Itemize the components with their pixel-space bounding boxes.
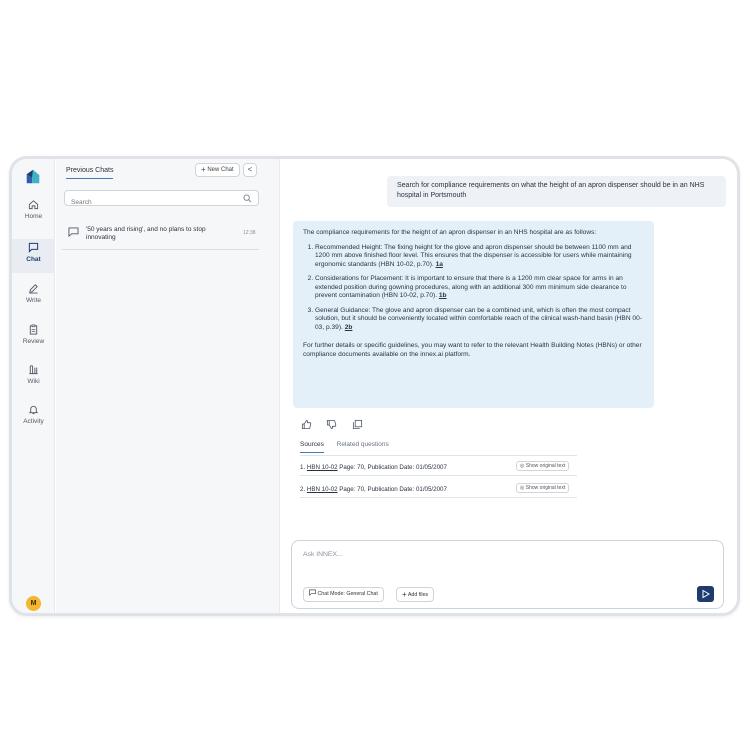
show-label: Show original text (525, 463, 566, 469)
eye-icon: ◎ (520, 463, 525, 469)
source-doc-link[interactable]: HBN 10-02 (306, 464, 338, 471)
citation-link[interactable]: 2b (344, 323, 353, 331)
chat-time: 12:38 (243, 230, 256, 236)
source-details: Page: 70, Publication Date: 01/05/2007 (337, 486, 447, 493)
nav-item-review[interactable] (12, 324, 55, 360)
nav-item-write[interactable] (12, 283, 55, 319)
nav-item-label: Home (24, 213, 43, 220)
assistant-list (303, 244, 644, 333)
nav-item-label: Write (25, 297, 42, 304)
chat-list-item[interactable] (62, 220, 259, 250)
show-label: Show original text (525, 485, 566, 491)
logo-icon (24, 167, 42, 185)
list-item (315, 275, 644, 301)
point-text: Considerations for Placement: It is important to ensure that there is a 1200 mm clear space for arms in an extended position during gowning procedures, along with an additional 300 mm minimum side clearance to prevent contamination (HBN 10-02, p.70). (315, 275, 627, 299)
home-icon (28, 199, 39, 210)
user-message: Search for compliance requirements on what the height of an apron dispenser should be in an NHS hospital in Portsmouth (387, 176, 726, 207)
plus-icon: + (201, 165, 206, 174)
nav-item-label: Wiki (27, 378, 40, 385)
new-chat-button[interactable] (195, 163, 240, 177)
nav-item-activity[interactable] (12, 404, 55, 440)
source-row (300, 460, 577, 476)
nav-item-wiki[interactable] (12, 364, 55, 400)
source-row (300, 482, 577, 498)
thumbs-up-icon[interactable] (301, 417, 312, 435)
nav-item-label: Chat (26, 256, 41, 263)
search-input[interactable] (65, 196, 235, 210)
new-chat-label: New Chat (207, 167, 234, 173)
tab-previous-chats[interactable]: Previous Chats (66, 167, 113, 179)
search-icon (243, 194, 252, 203)
chevron-left-icon: < (247, 165, 253, 174)
tab-related-questions[interactable]: Related questions (336, 441, 389, 448)
library-icon (28, 364, 39, 375)
point-text: General Guidance: The glove and apron dispenser can be a combined unit, which is often the most compact solution, but it should be conveniently located within comfortable reach of the clinical wash-hand basin (HBN 00-03, p.39). (315, 306, 642, 331)
citation-link[interactable]: 1a (435, 260, 443, 268)
add-files-button[interactable] (396, 587, 434, 602)
app-window (9, 156, 740, 616)
pencil-icon (28, 283, 39, 294)
assistant-outro: For further details or specific guidelines, you may want to refer to the relevant Health Building Notes (HBNs) or other compliance documents available on the innex.ai platform. (303, 342, 642, 358)
assistant-message (293, 221, 654, 408)
chat-mode-icon (309, 589, 316, 596)
source-text (300, 464, 447, 471)
side-nav (12, 159, 55, 613)
send-button[interactable] (697, 586, 714, 602)
tab-sources[interactable]: Sources (300, 441, 324, 453)
citation-link[interactable]: 1b (438, 292, 447, 299)
divider (300, 455, 577, 456)
show-original-text-button[interactable] (516, 483, 569, 493)
source-details: Page: 70, Publication Date: 01/05/2007 (337, 464, 447, 471)
send-icon (697, 586, 714, 602)
chat-bubble-icon (68, 227, 79, 237)
chat-mode-label: Chat Mode: General Chat (317, 591, 378, 597)
nav-item-home[interactable] (12, 199, 55, 235)
copy-icon[interactable] (352, 417, 363, 435)
add-files-label: Add files (407, 592, 429, 598)
source-number: 1. (300, 464, 306, 471)
chat-search (64, 190, 259, 206)
chat-icon (28, 242, 39, 253)
nav-item-label: Activity (23, 418, 44, 425)
source-number: 2. (300, 486, 306, 493)
message-actions (301, 417, 373, 435)
source-text (300, 486, 447, 493)
avatar[interactable]: M (26, 596, 41, 611)
message-composer[interactable] (291, 540, 724, 609)
chat-main (281, 159, 737, 613)
source-doc-link[interactable]: HBN 10-02 (306, 486, 338, 493)
chat-title: '50 years and rising', and no plans to stop innovating (86, 226, 206, 241)
previous-chats-panel (56, 159, 280, 613)
assistant-intro: The compliance requirements for the height of an apron dispenser in an NHS hospital are as follows: (303, 229, 597, 236)
point-text: Recommended Height: The fixing height for the glove and apron dispenser should be between 1100 mm and 1200 mm above finished floor level. This ensures that the dispenser is accessible for users while maintaining ergonomic standards (HBN 10-02, p.70). (315, 243, 632, 268)
bell-icon (28, 404, 39, 415)
plus-icon: + (402, 590, 407, 599)
thumbs-down-icon[interactable] (326, 417, 337, 435)
clipboard-icon (28, 324, 39, 335)
eye-icon: ◎ (520, 485, 525, 491)
list-item (315, 307, 644, 333)
show-original-text-button[interactable] (516, 461, 569, 471)
nav-item-label: Review (22, 338, 45, 345)
chat-mode-button[interactable] (303, 587, 384, 602)
collapse-panel-button[interactable] (243, 163, 257, 177)
list-item (315, 244, 644, 270)
nav-item-chat[interactable] (12, 239, 55, 273)
composer-placeholder[interactable]: Ask INNEX... (303, 551, 343, 558)
sources-tabs (300, 441, 400, 453)
